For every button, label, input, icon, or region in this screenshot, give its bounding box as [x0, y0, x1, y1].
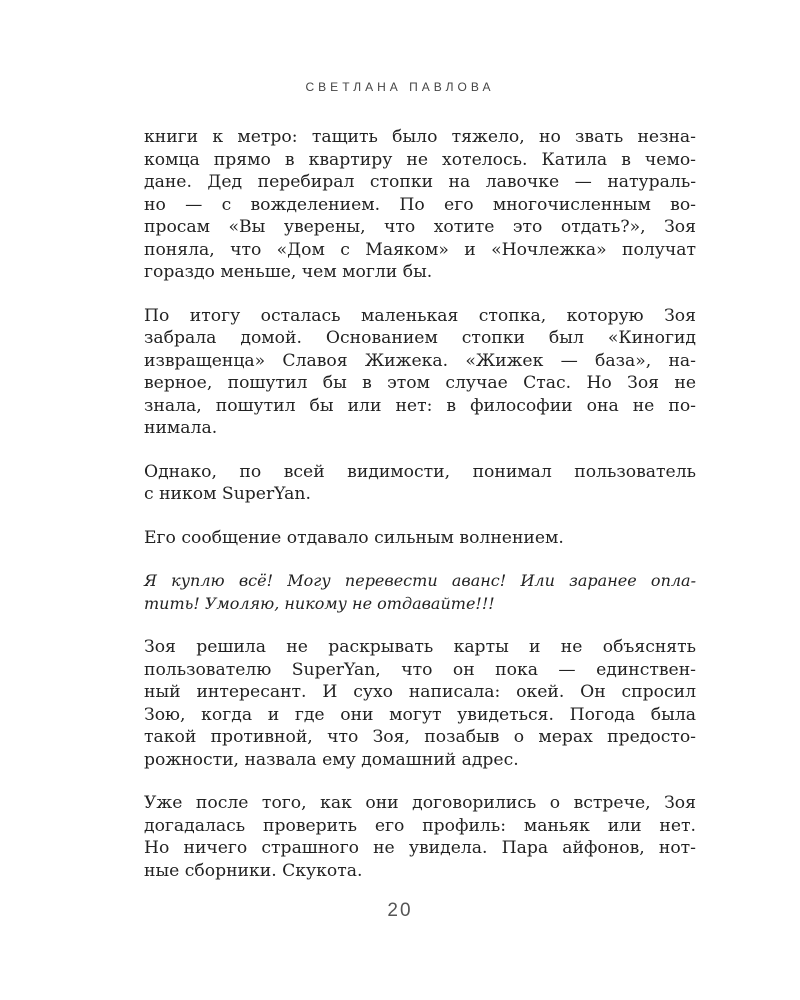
text-line: Его сообщение отдавало сильным волнением. [144, 527, 564, 548]
text-line: такой противной, что Зоя, позабыв о мерах предосто- [144, 727, 696, 747]
paragraph-1 [144, 126, 696, 284]
text-line: Уже после того, как они договорились о встрече, Зоя [144, 793, 696, 813]
text-line: ные сборники. Скукота. [144, 860, 363, 881]
text-line: но — с вожделением. По его многочисленным во- [144, 194, 696, 215]
text-line: извращенца» Славоя Жижека. «Жижек — база», на- [144, 350, 696, 371]
text-line: Я куплю всё! Могу перевести аванс! Или заранее опла- [144, 571, 696, 590]
text-line: рожности, назвала ему домашний адрес. [144, 749, 519, 770]
text-line: пользователю SuperYan, что он пока — единствен- [144, 659, 696, 680]
text-line: Зою, когда и где они могут увидеться. Погода была [144, 704, 696, 725]
text-line: дане. Дед перебирал стопки на лавочке — натураль- [144, 172, 696, 192]
paragraph-4 [144, 527, 696, 550]
text-line: ный интересант. И сухо написала: окей. Он спросил [144, 682, 696, 702]
text-line: просам «Вы уверены, что хотите это отдать?», Зоя [144, 217, 696, 237]
text-line: комца прямо в квартиру не хотелось. Катила в чемо- [144, 149, 696, 170]
paragraph-message-quote [144, 570, 696, 615]
text-line: верное, пошутил бы в этом случае Стас. Но Зоя не [144, 373, 696, 393]
text-line: гораздо меньше, чем могли бы. [144, 262, 433, 282]
paragraph-6 [144, 636, 696, 771]
page-number: 20 [387, 900, 413, 921]
text-line: знала, пошутил бы или нет: в философии она не по- [144, 395, 696, 416]
text-line: поняла, что «Дом с Маяком» и «Ночлежка» получат [144, 239, 696, 260]
text-line: нимала. [144, 418, 218, 438]
paragraph-2 [144, 305, 696, 440]
text-line: книги к метро: тащить было тяжело, но звать незна- [144, 127, 696, 147]
running-head-author: СВЕТЛАНА ПАВЛОВА [305, 80, 495, 94]
text-line: с ником SuperYan. [144, 484, 311, 504]
text-line: Но ничего страшного не увидела. Пара айфонов, нот- [144, 838, 696, 858]
paragraph-7 [144, 792, 696, 882]
text-line: По итогу осталась маленькая стопка, которую Зоя [144, 305, 696, 326]
text-line: забрала домой. Основанием стопки был «Киногид [144, 328, 696, 348]
body-text [144, 126, 696, 903]
text-line: тить! Умоляю, никому не отдавайте!!! [144, 593, 495, 613]
text-line: Зоя решила не раскрывать карты и не объяснять [144, 637, 696, 657]
text-line: догадалась проверить его профиль: маньяк или нет. [144, 815, 696, 836]
text-line: Однако, по всей видимости, понимал пользователь [144, 461, 696, 482]
paragraph-3 [144, 461, 696, 506]
